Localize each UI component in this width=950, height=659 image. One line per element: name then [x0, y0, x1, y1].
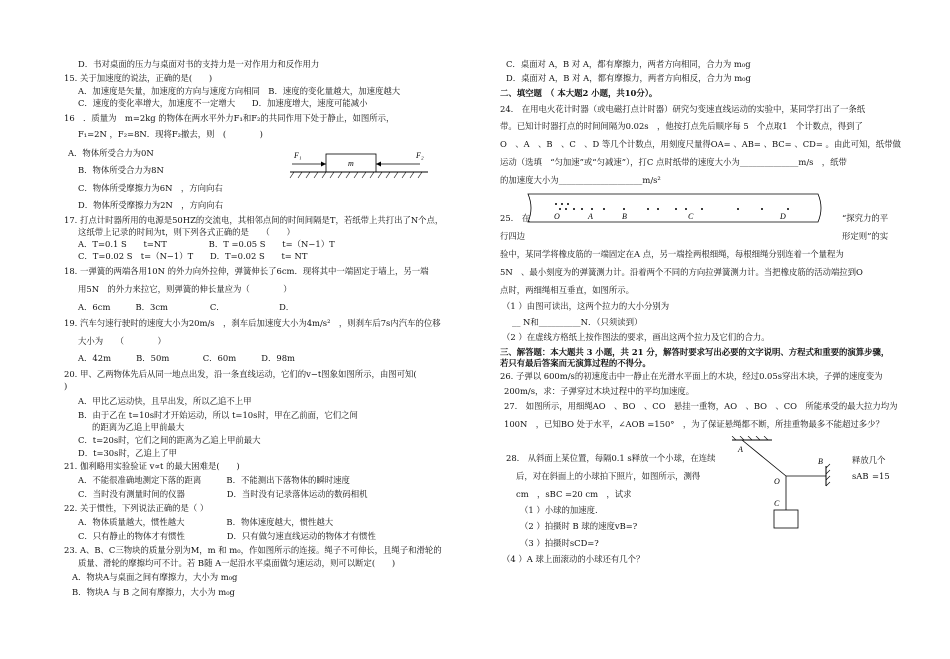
- q19-options: A．42m B．50m C．60m D．98m: [78, 353, 295, 363]
- q21-options-cd: C．当时没有测量时间的仪器 D．当时没有记录落体运动的数码相机: [78, 489, 368, 499]
- mass-label: m: [348, 159, 354, 168]
- q23-option-c: C．桌面对 A，B 对 A，都有摩擦力，两者方向相同，合力为 m₀g: [506, 59, 751, 69]
- rope-ao: [742, 440, 786, 476]
- tape-dots: [555, 203, 789, 210]
- q24-line-3: O 、A 、B 、C 、D 等几个计数点，用刻度尺量得OA= 、AB= 、BC= 、CD= 。由此可知，纸带做: [500, 139, 901, 149]
- q17-stem: 17. 打点计时器所用的电源是50HZ的交流电，其相邻点间的时间间隔是T，若纸带上共打出了N个点，: [64, 215, 444, 225]
- q28-sub-3: （3 ）拍摄时sCD=?: [520, 538, 599, 548]
- label-b: B: [818, 457, 823, 466]
- q23-stem: 23. A、B、C三物块的质量分别为M，m 和 m₀，作如图所示的连接。绳子不可伸长，且绳子和滑轮的: [64, 545, 442, 555]
- tape-label-b: B: [622, 212, 627, 221]
- q16-option-c: C．物体所受摩擦力为6N ，方向向右: [78, 183, 223, 193]
- q17-options-ab: A．T=0.1 S t=NT B．T =0.05 S t=（N−1）T: [78, 239, 335, 249]
- q22-options-cd: C．只有静止的物体才有惯性 D．只有做匀速直线运动的物体才有惯性: [78, 531, 376, 541]
- q20-option-c: C．t=20s时，它们之间的距离为乙追上甲前最大: [78, 435, 261, 445]
- q14-option-d: D．书对桌面的压力与桌面对书的支持力是一对作用力和反作用力: [78, 59, 320, 69]
- q22-options-ab: A．物体质量越大，惯性越大 B．物体速度越大，惯性越大: [78, 517, 334, 527]
- q27-line-2: 100N ，已知BO 处于水平，∠AOB =150° ，为了保证悬绳都不断，所挂重物最多不能超过多少？: [504, 419, 884, 429]
- q28-sub-1: （1 ）小球的加速度.: [520, 505, 598, 515]
- q20-option-b: B．由于乙在 t=10s时才开始运动，所以 t=10s时，甲在乙前面，它们之间: [78, 410, 358, 420]
- q25-line-3: 验中，某同学将橡皮筋的一端固定在A 点，另一端拴两根细绳，每根细绳分别连着一个量程为: [500, 249, 844, 259]
- q25-number: 25. 在: [500, 213, 531, 223]
- q15-options-cd: C．速度的变化率增大，加速度不一定增大 D．加速度增大，速度可能减小: [78, 98, 368, 108]
- q20-stem: 20. 甲、乙两物体先后从同一地点出发，沿一条直线运动，它们的v−t图象如图所示，由图可知(: [64, 369, 417, 379]
- q28-line-2: 后，对在斜面上的小球拍下照片，如图所示，测得: [516, 471, 701, 481]
- q25-side-1: “探究力的平: [842, 213, 889, 223]
- q23-option-b: B．物块A 与 B 之间有摩擦力，大小为 m₀g: [72, 587, 235, 597]
- q25-row2-right: 形定则”的实: [842, 231, 889, 241]
- paper-tape-figure: [526, 190, 832, 226]
- q28-line-3: cm ，sBC =20 cm ，试求: [516, 489, 632, 499]
- q25-sub-2: （2 ）在虚线方格纸上按作图法的要求，画出这两个拉力及它们的合力。: [502, 332, 770, 342]
- q20-option-a: A．甲比乙运动快，且早出发，所以乙追不上甲: [78, 396, 252, 406]
- q16-option-d: D．物体所受摩擦力为2N ，方向向右: [78, 200, 223, 210]
- q22-stem: 22. 关于惯性，下列说法正确的是（ ）: [64, 503, 209, 513]
- q18-stem: 18. 一弹簧的两端各用10N 的外力向外拉伸，弹簧伸长了6cm．现将其中一端固定于墙上，另一端: [64, 266, 429, 276]
- section-2-heading: 二、填空题 （ 本大题2 小题，共10分）。: [500, 88, 658, 98]
- label-a: A: [738, 445, 743, 454]
- ceiling-hatch: [732, 436, 768, 440]
- q23-stem-2: 质量、滑轮的摩擦均可不计。若 B随 A一起沿水平桌面做匀速运动，则可以断定( ): [78, 558, 396, 568]
- q23-option-a: A．物块A与桌面之间有摩擦力，大小为 m₀g: [72, 572, 238, 582]
- label-c: C: [774, 499, 780, 508]
- ground-hatch: [290, 172, 422, 178]
- q28-line-1: 28. 从斜面上某位置，每隔0.1 s释放一个小球，在连续: [506, 453, 716, 463]
- q28-side-2a: sAB: [852, 471, 869, 481]
- q28-sub-4: （4 ）A 球上面滚动的小球还有几个？: [502, 554, 645, 564]
- hanging-weight: [774, 510, 798, 528]
- q25-line-4: 5N 、最小刻度为的弹簧测力计。沿着两个不同的方向拉弹簧测力计。当把橡皮筋的活动端拉到O: [500, 267, 863, 277]
- q27-labels: [737, 445, 823, 508]
- q25-line-5: 点时，两细绳相互垂直，如图所示。: [500, 285, 634, 295]
- tape-label-d: D: [780, 212, 786, 221]
- label-o: O: [774, 477, 780, 486]
- q16-figure: [288, 148, 438, 182]
- q21-options-ab: A．不能很准确地测定下落的距离 B．不能测出下落物体的瞬时速度: [78, 475, 350, 485]
- q20-option-d: D．t=30s时，乙追上了甲: [78, 448, 178, 458]
- f2-label: F₂: [416, 151, 424, 160]
- q23-option-d: D．桌面对 A，B 对 A，都有摩擦力，两者方向相反，合力为 m₀g: [506, 73, 751, 83]
- q18-options: A．6cm B．3cm C． D．: [78, 302, 295, 312]
- q20-option-b-2: 的距离为乙追上甲前最大: [92, 422, 185, 432]
- tape-label-o: O: [554, 212, 560, 221]
- q24-line-5: 的加速度大小为____________________m/s²: [500, 175, 661, 185]
- tape-outline: [528, 194, 821, 222]
- q15-stem: 15. 关于加速度的说法，正确的是( ): [64, 73, 213, 83]
- q17-stem-2: 这纸带上记录的时间为t，则下列各式正确的是 （ ）: [78, 227, 295, 237]
- q17-options-cd: C．T=0.02 S t=（N−1）T D．T=0.02 S t= NT: [78, 251, 308, 261]
- q16-stem-2: F₁=2N ，F₂=8N．现将F₂撤去，则 ( ): [78, 129, 263, 139]
- q15-options-ab: A．加速度是矢量，加速度的方向与速度方向相同 B．速度的变化量越大，加速度越大: [78, 86, 401, 96]
- tape-label-a: A: [588, 212, 593, 221]
- q28-sub-2: （2 ）拍摄时 B 球的速度vB=?: [520, 521, 638, 531]
- q25-sub-1: （1 ）由图可读出，这两个拉力的大小分别为: [502, 301, 670, 311]
- q26-line-1: 26. 子弹以 600m/s的初速度击中一静止在光滑水平面上的木块，经过0.05s穿出木块，子弹的速度变为: [500, 371, 883, 381]
- section-3-heading: 三、解答题：本大题共 3 小题，共 21 分，解答时要求写出必要的文字说明、方程式和重要的演算步骤，: [500, 347, 890, 357]
- q16-option-b: B．物体所受合力为8N: [78, 165, 164, 175]
- q24-line-1: 24. 在用电火花计时器（或电磁打点计时器）研究匀变速直线运动的实验中，某同学打出了一条纸: [500, 104, 866, 114]
- q28-side-2b: =15: [872, 471, 890, 481]
- q27-figure: [728, 436, 838, 536]
- section-3-heading-2: 若只有最后答案而无演算过程的不得分。: [500, 358, 651, 368]
- q28-side-1: 释放几个: [852, 455, 886, 465]
- f2-arrowhead: [376, 162, 381, 167]
- q16-stem: 16 ．质量为 m=2kg 的物体在两水平外力F₁和F₂的共同作用下处于静止，如图所示，: [64, 113, 395, 123]
- f1-label: F₁: [294, 151, 302, 160]
- q19-stem-2: 大小为 （ ）: [78, 336, 166, 346]
- q16-option-a: A．物体所受合力为0N: [68, 148, 154, 158]
- q25-sub-1b: __ N和__________N．（只须读到）: [512, 317, 643, 327]
- f1-arrowhead: [321, 162, 326, 167]
- wall-hatch: [826, 464, 830, 486]
- q27-line-1: 27. 如图所示，用细绳AO 、BO 、CO 悬挂一重物，AO 、BO 、CO 所能承受的最大拉力均为: [504, 401, 898, 411]
- q26-line-2: 200m/s，求：子弹穿过木块过程中的平均加速度。: [504, 386, 695, 396]
- q25-row2-left: 行四边: [500, 231, 526, 241]
- q24-line-2: 带。已知计时器打点的时间间隔为0.02s ，他按打点先后顺序每 5 个点取1 个计数点，得到了: [500, 121, 863, 131]
- q21-stem: 21. 伽利略用实验验证 v∝t 的最大困难是( ): [64, 461, 240, 471]
- tape-label-c: C: [688, 212, 694, 221]
- tape-labels: [554, 212, 786, 221]
- q18-stem-2: 用5N 的外力来拉它，则弹簧的伸长量应为（ ）: [78, 284, 292, 294]
- q19-stem: 19. 汽车匀速行驶时的速度大小为20m/s ，刹车后加速度大小为4m/s² ，则刹车后7s内汽车的位移: [64, 318, 441, 328]
- q24-line-4: 运动（选填 “匀加速”或“匀减速”），打C 点时纸带的速度大小为______________m/s ，纸带: [500, 157, 847, 167]
- q20-paren: ): [64, 381, 68, 391]
